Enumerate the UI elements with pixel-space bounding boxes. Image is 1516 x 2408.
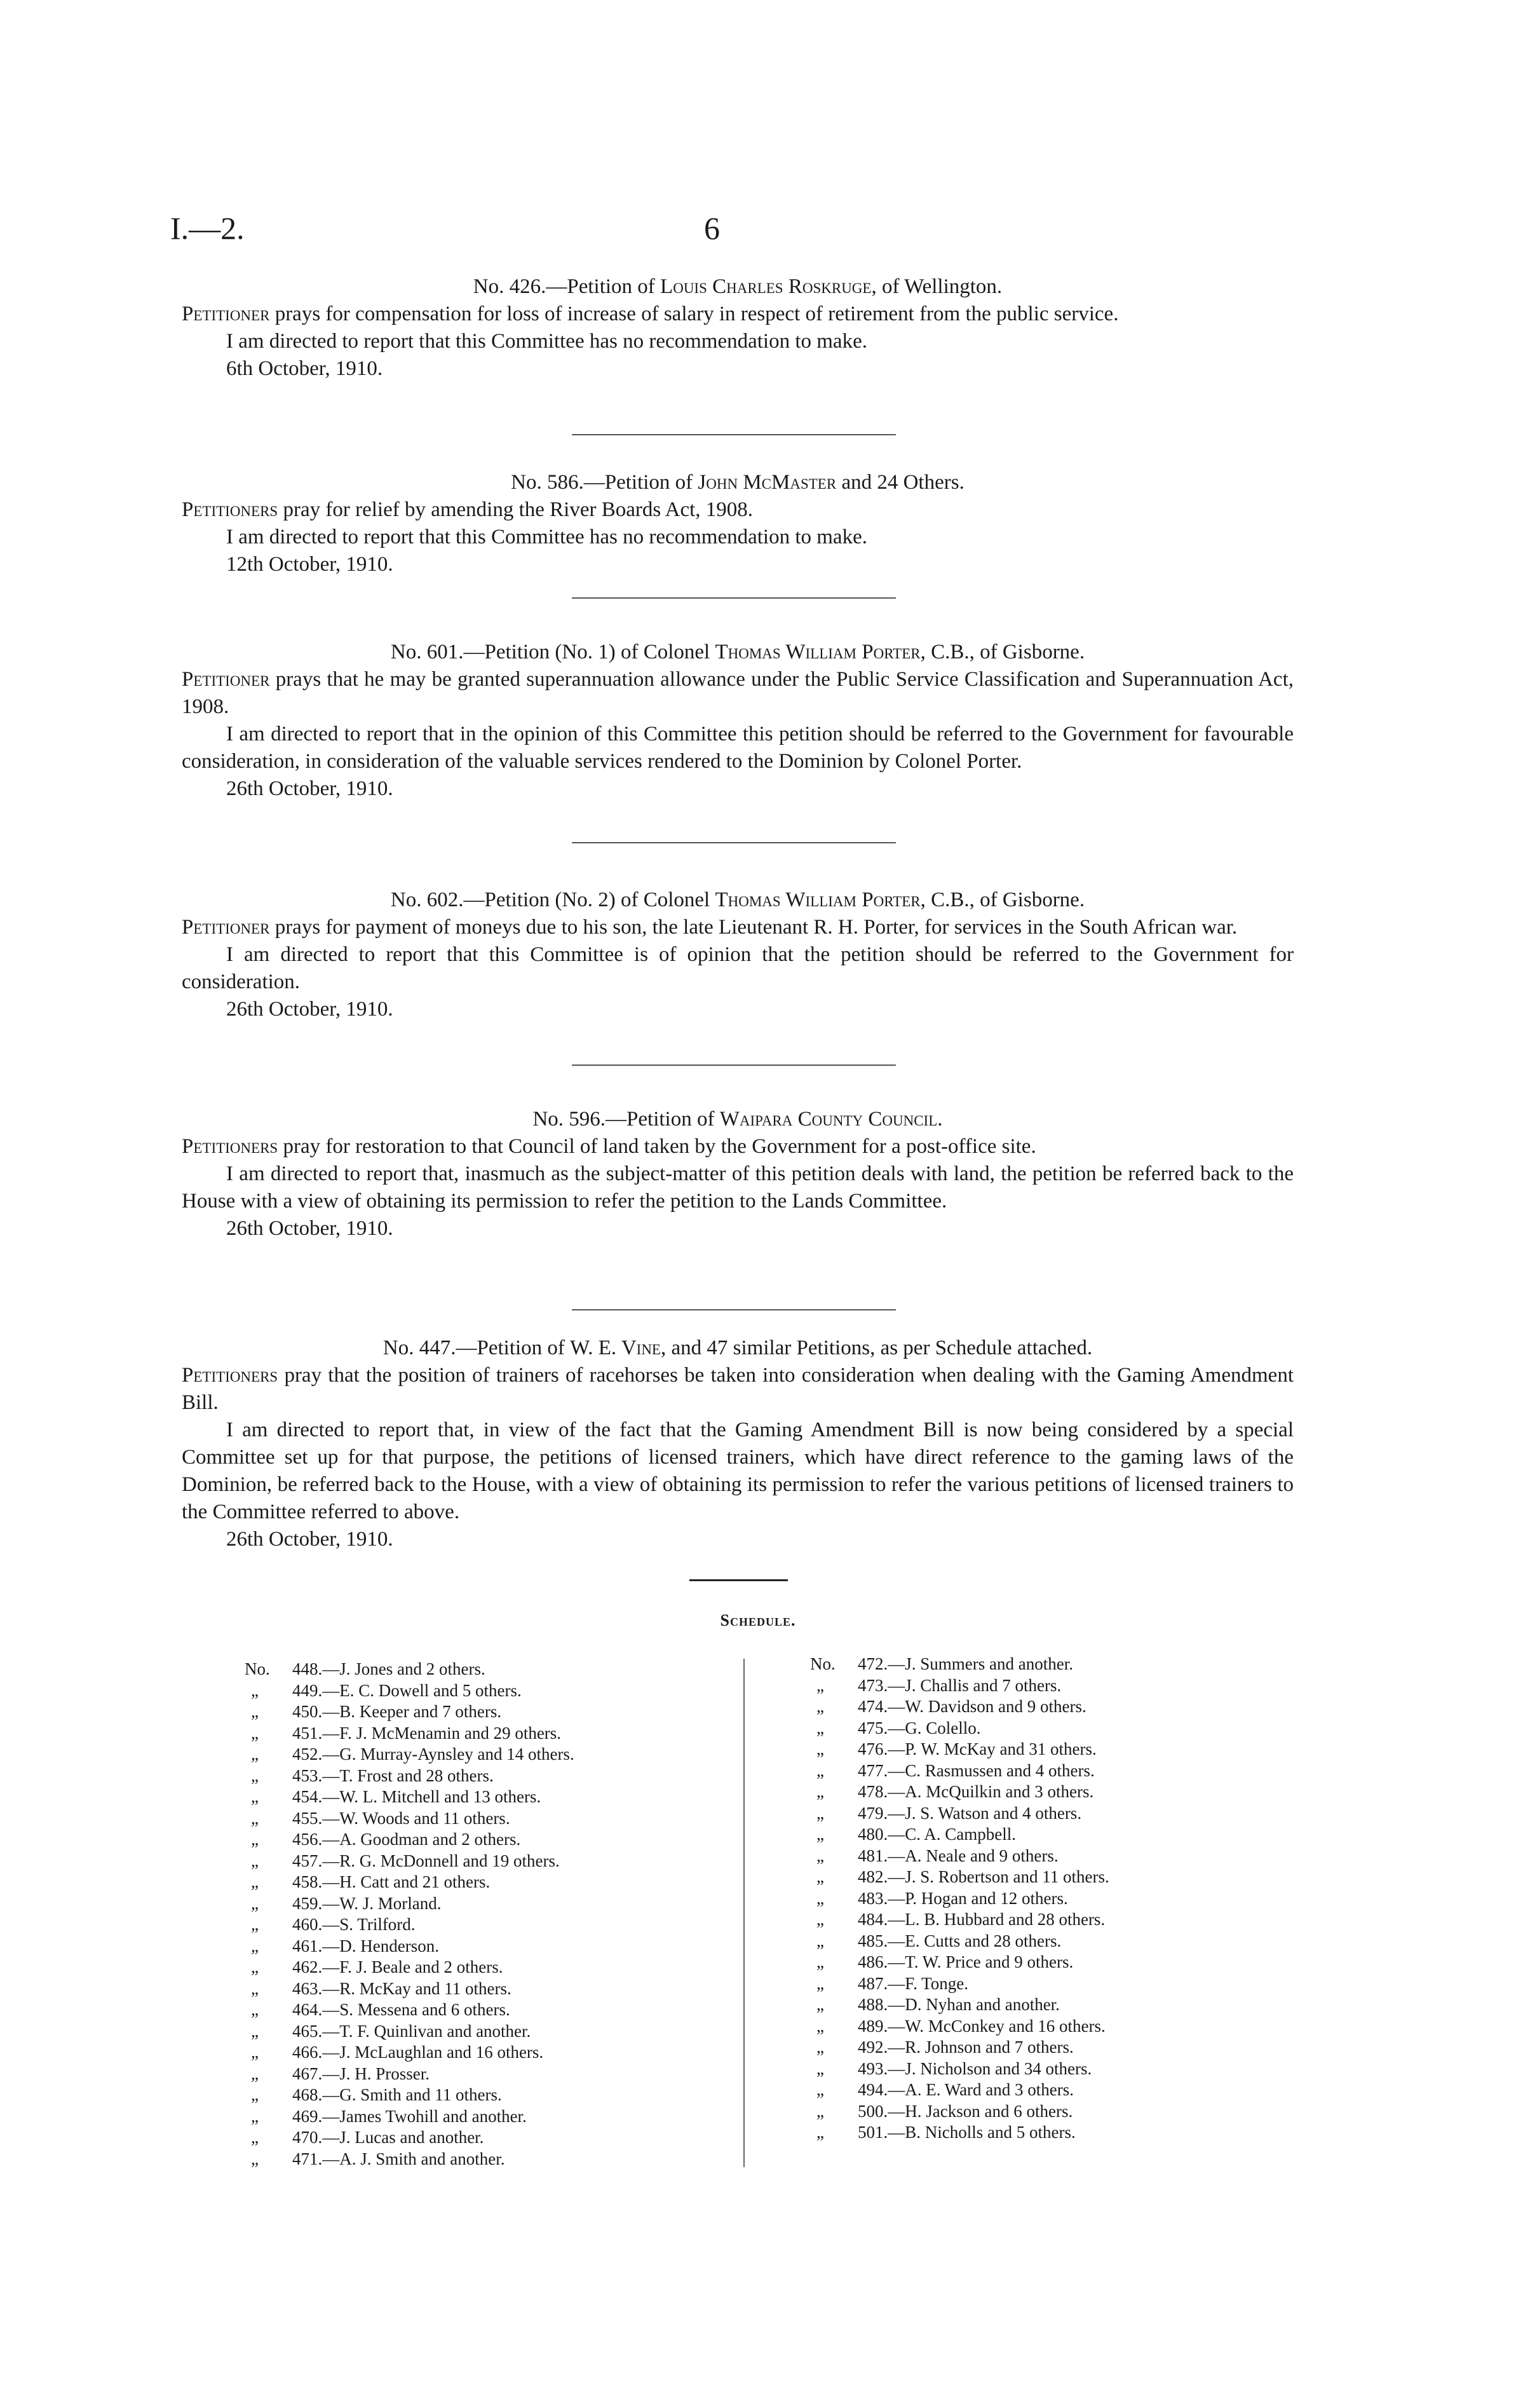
petitioner-name: W. E. Vine: [570, 1337, 661, 1359]
schedule-entry: [810, 2122, 1306, 2144]
report-date: 26th October, 1910.: [226, 1528, 393, 1551]
schedule-entry: [245, 1936, 740, 1957]
schedule-entry: [245, 1851, 740, 1872]
petition-heading: [182, 887, 1294, 914]
schedule-entry: [245, 1765, 740, 1787]
ditto-mark: „: [816, 2037, 824, 2057]
ditto-mark: „: [816, 1782, 824, 1801]
schedule-entry: [810, 2037, 1306, 2058]
committee-report: I am directed to report that in the opinion of this Committee this petition should be referred to the Government for favourable consideration, in consideration of the valuable services rendered to the Dominion by Colonel Porter.: [182, 723, 1294, 773]
heading-suffix: , of Wellington.: [871, 275, 1003, 298]
heading-suffix: , C.B., of Gisborne.: [920, 888, 1085, 911]
petition-596: [182, 1106, 1294, 1242]
schedule-entry: [810, 1803, 1306, 1825]
schedule-entry: [810, 1718, 1306, 1739]
ditto-mark: „: [816, 2080, 824, 2099]
schedule-entry: [810, 1760, 1306, 1782]
schedule-entry-text: 459.—W. J. Morland.: [292, 1893, 442, 1913]
ditto-mark: „: [816, 1825, 824, 1844]
schedule-entry-text: 467.—J. H. Prosser.: [292, 2064, 430, 2083]
schedule-entry: [245, 1786, 740, 1808]
ditto-mark: „: [816, 2058, 824, 2078]
ditto-mark: „: [816, 1760, 824, 1780]
section-divider: [572, 842, 896, 843]
committee-report: I am directed to report that this Committee is of opinion that the petition should be referred to the Government for consideration.: [182, 943, 1294, 993]
petition-602: [182, 887, 1294, 1023]
schedule-right-column: [810, 1654, 1306, 2144]
petition-prayer: [182, 301, 1294, 328]
ditto-mark: „: [251, 2106, 259, 2126]
report-date: 26th October, 1910.: [226, 998, 393, 1021]
schedule-entry-text: 483.—P. Hogan and 12 others.: [858, 1888, 1068, 1908]
column-separator: [743, 1659, 745, 2167]
schedule-entry: [245, 1978, 740, 2000]
schedule-entry: [245, 1872, 740, 1893]
petition-586: [182, 469, 1294, 578]
schedule-entry-text: 468.—G. Smith and 11 others.: [292, 2085, 502, 2104]
schedule-entry-text: 461.—D. Henderson.: [292, 1936, 439, 1956]
ditto-mark: „: [816, 1995, 824, 2014]
schedule-entry: [810, 2079, 1306, 2101]
schedule-entry-text: 462.—F. J. Beale and 2 others.: [292, 1957, 503, 1976]
report-date: 12th October, 1910.: [226, 553, 393, 576]
petitioner-name: Thomas William Porter: [715, 888, 921, 911]
schedule-entry: [810, 1846, 1306, 1867]
heading-prefix: No. 602.—Petition (No. 2) of Colonel: [390, 888, 715, 911]
ditto-mark: „: [251, 2085, 259, 2104]
petition-prayer: [182, 914, 1294, 941]
schedule-entry: [810, 1675, 1306, 1697]
petition-prayer: [182, 496, 1294, 524]
schedule-entry: [810, 1952, 1306, 1973]
schedule-entry-text: 457.—R. G. McDonnell and 19 others.: [292, 1851, 560, 1870]
schedule-entry: [245, 1808, 740, 1830]
petition-heading: [182, 273, 1294, 301]
schedule-entry-text: 479.—J. S. Watson and 4 others.: [858, 1803, 1082, 1823]
schedule-entry: [245, 2106, 740, 2128]
petition-heading: [182, 469, 1294, 496]
schedule-entry-text: 450.—B. Keeper and 7 others.: [292, 1702, 502, 1721]
schedule-entry: [810, 2058, 1306, 2080]
ditto-mark: „: [251, 1915, 259, 1934]
schedule-entry: [810, 1973, 1306, 1995]
parliamentary-paper-reference: I.—2.: [170, 210, 245, 246]
section-divider: [572, 434, 896, 435]
schedule-entry: [245, 1999, 740, 2021]
petition-426: [182, 273, 1294, 383]
ditto-mark: „: [816, 2016, 824, 2036]
petitioner-lead: Petitioners: [182, 1364, 278, 1387]
schedule-entry: [245, 2149, 740, 2170]
schedule-entry: [810, 1994, 1306, 2016]
prayer-text: prays that he may be granted superannuation allowance under the Public Service Classification and Superannuation Act, 1908.: [182, 668, 1294, 718]
ditto-mark: „: [816, 1867, 824, 1886]
schedule-entry: [810, 1909, 1306, 1931]
petitioner-lead: Petitioners: [182, 498, 278, 521]
schedule-entry: [810, 1781, 1306, 1803]
schedule-entry: [810, 2101, 1306, 2123]
petition-447: [182, 1335, 1294, 1553]
prayer-text: pray that the position of trainers of racehorses be taken into consideration when dealing with the Gaming Amendment Bill.: [182, 1364, 1294, 1414]
schedule-entry-text: 453.—T. Frost and 28 others.: [292, 1765, 494, 1785]
ditto-mark: „: [816, 1973, 824, 1993]
petition-prayer: [182, 666, 1294, 721]
schedule-entry: [245, 2127, 740, 2149]
page-number: 6: [704, 210, 720, 246]
committee-report: I am directed to report that, inasmuch as the subject-matter of this petition deals with land, the petition be referred back to the House with a view of obtaining its permission to refer the petition to the Lands Committee.: [182, 1162, 1294, 1213]
number-prefix: No.: [810, 1654, 836, 1673]
petition-prayer: [182, 1133, 1294, 1160]
ditto-mark: „: [816, 1931, 824, 1950]
ditto-mark: „: [816, 2101, 824, 2121]
heading-prefix: No. 426.—Petition of: [473, 275, 661, 298]
schedule-entry-text: 452.—G. Murray-Aynsley and 14 others.: [292, 1745, 574, 1764]
schedule-entry-text: 488.—D. Nyhan and another.: [858, 1995, 1060, 2014]
schedule-entry: [810, 2016, 1306, 2037]
section-divider: [572, 597, 896, 599]
ditto-mark: „: [251, 1957, 259, 1976]
schedule-entry: [245, 1957, 740, 1978]
schedule-entry-text: 500.—H. Jackson and 6 others.: [858, 2101, 1073, 2121]
heading-prefix: No. 586.—Petition of: [511, 471, 698, 494]
schedule-entry-text: 485.—E. Cutts and 28 others.: [858, 1931, 1062, 1950]
schedule-entry: [810, 1824, 1306, 1846]
schedule-entry: [245, 1701, 740, 1723]
petitioner-lead: Petitioners: [182, 1135, 278, 1158]
committee-report: I am directed to report that, in view of the fact that the Gaming Amendment Bill is now being considered by a special Committee set up for that purpose, the petitions of licensed trainers, which have direct reference to the gaming laws of the Dominion, be referred back to the House, with a view of obtaining its permission to refer the various petitions of licensed trainers to the Committee referred to above.: [182, 1418, 1294, 1523]
section-divider: [572, 1309, 896, 1310]
schedule-entry: [245, 1680, 740, 1702]
ditto-mark: „: [251, 1723, 259, 1743]
schedule-entry: [810, 1888, 1306, 1910]
ditto-mark: „: [251, 1851, 259, 1870]
heading-prefix: No. 596.—Petition of: [532, 1108, 720, 1131]
ditto-mark: „: [816, 1718, 824, 1738]
petitioner-name: John McMaster: [698, 471, 837, 494]
schedule-entry: [810, 1696, 1306, 1718]
schedule-entry-text: 449.—E. C. Dowell and 5 others.: [292, 1680, 522, 1700]
schedule-entry-text: 487.—F. Tonge.: [858, 1973, 968, 1993]
schedule-entry: [245, 1723, 740, 1745]
ditto-mark: „: [251, 2064, 259, 2083]
ditto-mark: „: [251, 1872, 259, 1891]
schedule-entry: [810, 1867, 1306, 1888]
prayer-text: pray for restoration to that Council of land taken by the Government for a post-office site.: [278, 1135, 1036, 1158]
petitioner-lead: Petitioner: [182, 916, 270, 939]
ditto-mark: „: [816, 1675, 824, 1695]
heading-suffix: and 24 Others.: [836, 471, 964, 494]
schedule-entry-text: 448.—J. Jones and 2 others.: [292, 1659, 485, 1678]
ditto-mark: „: [816, 1952, 824, 1971]
schedule-entry-text: 474.—W. Davidson and 9 others.: [858, 1697, 1086, 1716]
schedule-entry: [245, 1914, 740, 1936]
ditto-mark: „: [251, 2000, 259, 2019]
ditto-mark: „: [251, 2128, 259, 2147]
ditto-mark: „: [251, 1702, 259, 1721]
schedule-entry-text: 482.—J. S. Robertson and 11 others.: [858, 1867, 1109, 1886]
ditto-mark: „: [816, 1888, 824, 1908]
schedule-entry-text: 477.—C. Rasmussen and 4 others.: [858, 1760, 1095, 1780]
petitioner-name: Thomas William Porter: [715, 641, 921, 663]
petitioner-lead: Petitioner: [182, 668, 270, 691]
ditto-mark: „: [251, 1745, 259, 1764]
prayer-text: prays for compensation for loss of increase of salary in respect of retirement from the public service.: [269, 303, 1119, 325]
report-date: 26th October, 1910.: [226, 777, 393, 800]
schedule-left-column: [245, 1659, 740, 2170]
petitioner-name: Louis Charles Roskruge: [660, 275, 872, 298]
petition-prayer: [182, 1362, 1294, 1417]
petition-heading: [182, 1335, 1294, 1362]
petitioner-lead: Petitioner: [182, 303, 270, 325]
ditto-mark: „: [816, 2123, 824, 2142]
committee-report: I am directed to report that this Committee has no recommendation to make.: [226, 330, 867, 353]
ditto-mark: „: [251, 1936, 259, 1956]
number-prefix: No.: [245, 1659, 270, 1678]
schedule-entry-text: 455.—W. Woods and 11 others.: [292, 1808, 510, 1828]
heading-suffix: , C.B., of Gisborne.: [920, 641, 1085, 663]
petition-601: [182, 639, 1294, 803]
schedule-entry-text: 481.—A. Neale and 9 others.: [858, 1846, 1059, 1865]
ditto-mark: „: [816, 1697, 824, 1716]
ditto-mark: „: [251, 2021, 259, 2041]
schedule-entry-text: 480.—C. A. Campbell.: [858, 1825, 1016, 1844]
schedule-entry-text: 456.—A. Goodman and 2 others.: [292, 1830, 521, 1849]
schedule-entry: [245, 2021, 740, 2043]
schedule-entry: [245, 1893, 740, 1915]
schedule-title: Schedule.: [720, 1611, 796, 1629]
schedule-entry-text: 464.—S. Messena and 6 others.: [292, 2000, 510, 2019]
schedule-entry: [245, 1659, 740, 1680]
heading-suffix: .: [937, 1108, 943, 1131]
petition-heading: [182, 639, 1294, 666]
schedule-entry-text: 465.—T. F. Quinlivan and another.: [292, 2021, 531, 2041]
schedule-entry-text: 458.—H. Catt and 21 others.: [292, 1872, 491, 1891]
schedule-entry-text: 476.—P. W. McKay and 31 others.: [858, 1739, 1097, 1758]
schedule-entry: [810, 1739, 1306, 1760]
schedule-entry: [810, 1654, 1306, 1675]
schedule-entry: [245, 1744, 740, 1765]
schedule-entry-text: 469.—James Twohill and another.: [292, 2106, 527, 2126]
schedule-entry-text: 454.—W. L. Mitchell and 13 others.: [292, 1787, 541, 1806]
schedule-divider: [689, 1579, 788, 1581]
schedule-entry-text: 492.—R. Johnson and 7 others.: [858, 2037, 1074, 2057]
schedule-entry-text: 489.—W. McConkey and 16 others.: [858, 2016, 1106, 2036]
schedule-entry: [245, 2064, 740, 2085]
schedule-entry-text: 501.—B. Nicholls and 5 others.: [858, 2123, 1076, 2142]
schedule-entry-text: 451.—F. J. McMenamin and 29 others.: [292, 1723, 562, 1743]
petition-heading: [182, 1106, 1294, 1133]
ditto-mark: „: [816, 1846, 824, 1865]
section-divider: [572, 1065, 896, 1066]
schedule-entry-text: 460.—S. Trilford.: [292, 1915, 416, 1934]
schedule-entry: [810, 1931, 1306, 1952]
ditto-mark: „: [251, 2043, 259, 2062]
schedule-entry-text: 494.—A. E. Ward and 3 others.: [858, 2080, 1074, 2099]
committee-report: I am directed to report that this Committee has no recommendation to make.: [226, 526, 867, 548]
schedule-entry: [245, 2042, 740, 2064]
ditto-mark: „: [251, 1830, 259, 1849]
schedule-entry-text: 473.—J. Challis and 7 others.: [858, 1675, 1062, 1695]
ditto-mark: „: [251, 1893, 259, 1913]
schedule-entry-text: 463.—R. McKay and 11 others.: [292, 1978, 511, 1998]
prayer-text: pray for relief by amending the River Boards Act, 1908.: [278, 498, 754, 521]
prayer-text: prays for payment of moneys due to his son, the late Lieutenant R. H. Porter, for services in the South African war.: [269, 916, 1238, 939]
heading-prefix: No. 447.—Petition of: [382, 1337, 571, 1359]
ditto-mark: „: [816, 1739, 824, 1758]
schedule-entry-text: 493.—J. Nicholson and 34 others.: [858, 2058, 1092, 2078]
schedule-entry-text: 472.—J. Summers and another.: [858, 1654, 1073, 1673]
heading-prefix: No. 601.—Petition (No. 1) of Colonel: [390, 641, 715, 663]
schedule-entry-text: 484.—L. B. Hubbard and 28 others.: [858, 1910, 1106, 1929]
ditto-mark: „: [251, 2149, 259, 2168]
schedule-entry-text: 478.—A. McQuilkin and 3 others.: [858, 1782, 1094, 1801]
ditto-mark: „: [816, 1910, 824, 1929]
ditto-mark: „: [816, 1803, 824, 1823]
ditto-mark: „: [251, 1765, 259, 1785]
schedule-entry-text: 466.—J. McLaughlan and 16 others.: [292, 2043, 544, 2062]
ditto-mark: „: [251, 1680, 259, 1700]
report-date: 6th October, 1910.: [226, 357, 383, 380]
schedule-entry-text: 471.—A. J. Smith and another.: [292, 2149, 505, 2168]
schedule-entry-text: 470.—J. Lucas and another.: [292, 2128, 484, 2147]
report-date: 26th October, 1910.: [226, 1217, 393, 1240]
schedule-entry-text: 475.—G. Colello.: [858, 1718, 981, 1738]
ditto-mark: „: [251, 1808, 259, 1828]
petitioner-name: Waipara County Council: [719, 1108, 938, 1131]
ditto-mark: „: [251, 1978, 259, 1998]
schedule-entry: [245, 2085, 740, 2106]
schedule-entry: [245, 1829, 740, 1851]
ditto-mark: „: [251, 1787, 259, 1806]
heading-suffix: , and 47 similar Petitions, as per Schedule attached.: [661, 1337, 1093, 1359]
schedule-entry-text: 486.—T. W. Price and 9 others.: [858, 1952, 1074, 1971]
